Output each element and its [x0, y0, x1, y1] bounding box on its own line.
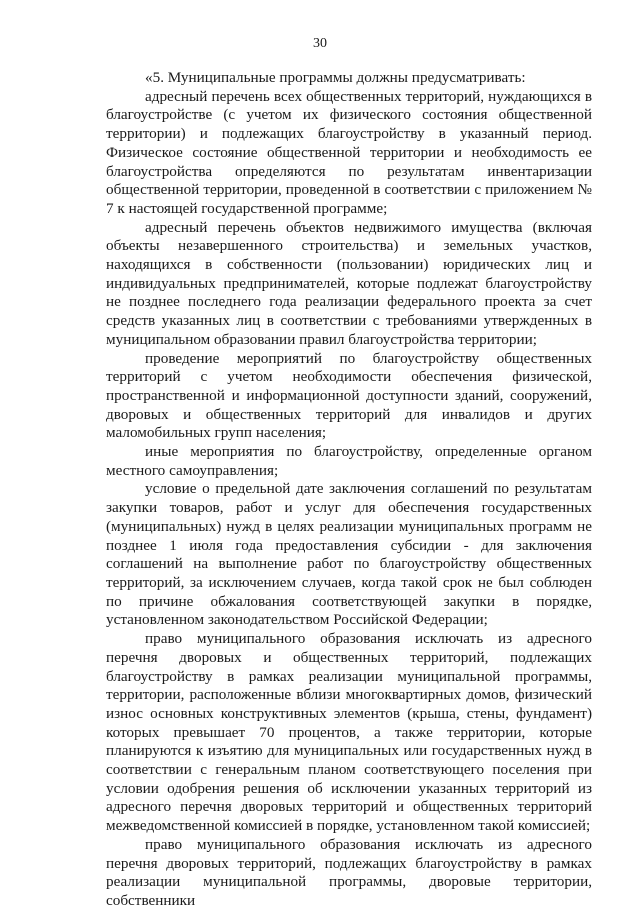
document-body	[106, 69, 592, 911]
paragraph-other-measures: иные мероприятия по благоустройству, определенные органом местного самоуправления;	[106, 443, 592, 479]
paragraph-accessibility-measures: проведение мероприятий по благоустройству общественных территорий с учетом необходимости обеспечения физической, пространственной и информационной доступности зданий, сооружений, дворовых и общественных территорий для инвалидов и других маломобильных групп населения;	[106, 349, 592, 442]
paragraph-exclusion-right-1: право муниципального образования исключать из адресного перечня дворовых и общественных территорий, подлежащих благоустройству в рамках реализации муниципальной программы, территории, расположенные вблизи многоквартирных домов, физический износ основных конструктивных элементов (крыша, стены, фундамент) которых превышает 70 процентов, а также территории, которые планируются к изъятию для муниципальных или государственных нужд в соответствии с генеральным планом соответствующего поселения при условии одобрения решения об исключении указанных территорий из адресного перечня дворовых территорий и общественных территорий межведомственной комиссией в порядке, установленном такой комиссией;	[106, 630, 592, 835]
paragraph-public-territories-list: адресный перечень всех общественных территорий, нуждающихся в благоустройстве (с учетом их физического состояния общественной территории) и подлежащих благоустройству в указанный период. Физическое состояние общественной территории и необходимость ее благоустройства определяются по результатам инвентаризации общественной территории, проведенной в соответствии с приложением № 7 к настоящей государственной программе;	[106, 87, 592, 217]
paragraph-exclusion-right-2: право муниципального образования исключать из адресного перечня дворовых территорий, подлежащих благоустройству в рамках реализации муниципальной программы, дворовые территории, собственники	[106, 835, 592, 909]
paragraph-agreement-deadline: условие о предельной дате заключения соглашений по результатам закупки товаров, работ и услуг для обеспечения государственных (муниципальных) нужд в целях реализации муниципальных программ не позднее 1 июля года предоставления субсидии - для заключения соглашений на выполнение работ по благоустройству общественных территорий, за исключением случаев, когда такой срок не был соблюден по причине обжалования соответствующей закупки в порядке, установленном законодательством Российской Федерации;	[106, 480, 592, 629]
page-number: 30	[313, 36, 327, 51]
paragraph-section-heading: «5. Муниципальные программы должны предусматривать:	[145, 69, 526, 86]
paragraph-real-estate-list: адресный перечень объектов недвижимого имущества (включая объекты незавершенного строительства) и земельных участков, находящихся в собственности (пользовании) юридических лиц и индивидуальных предпринимателей, которые подлежат благоустройству не позднее последнего года реализации федерального проекта за счет средств указанных лиц в соответствии с требованиями утвержденных в муниципальном образовании правил благоустройства территории;	[106, 218, 592, 348]
